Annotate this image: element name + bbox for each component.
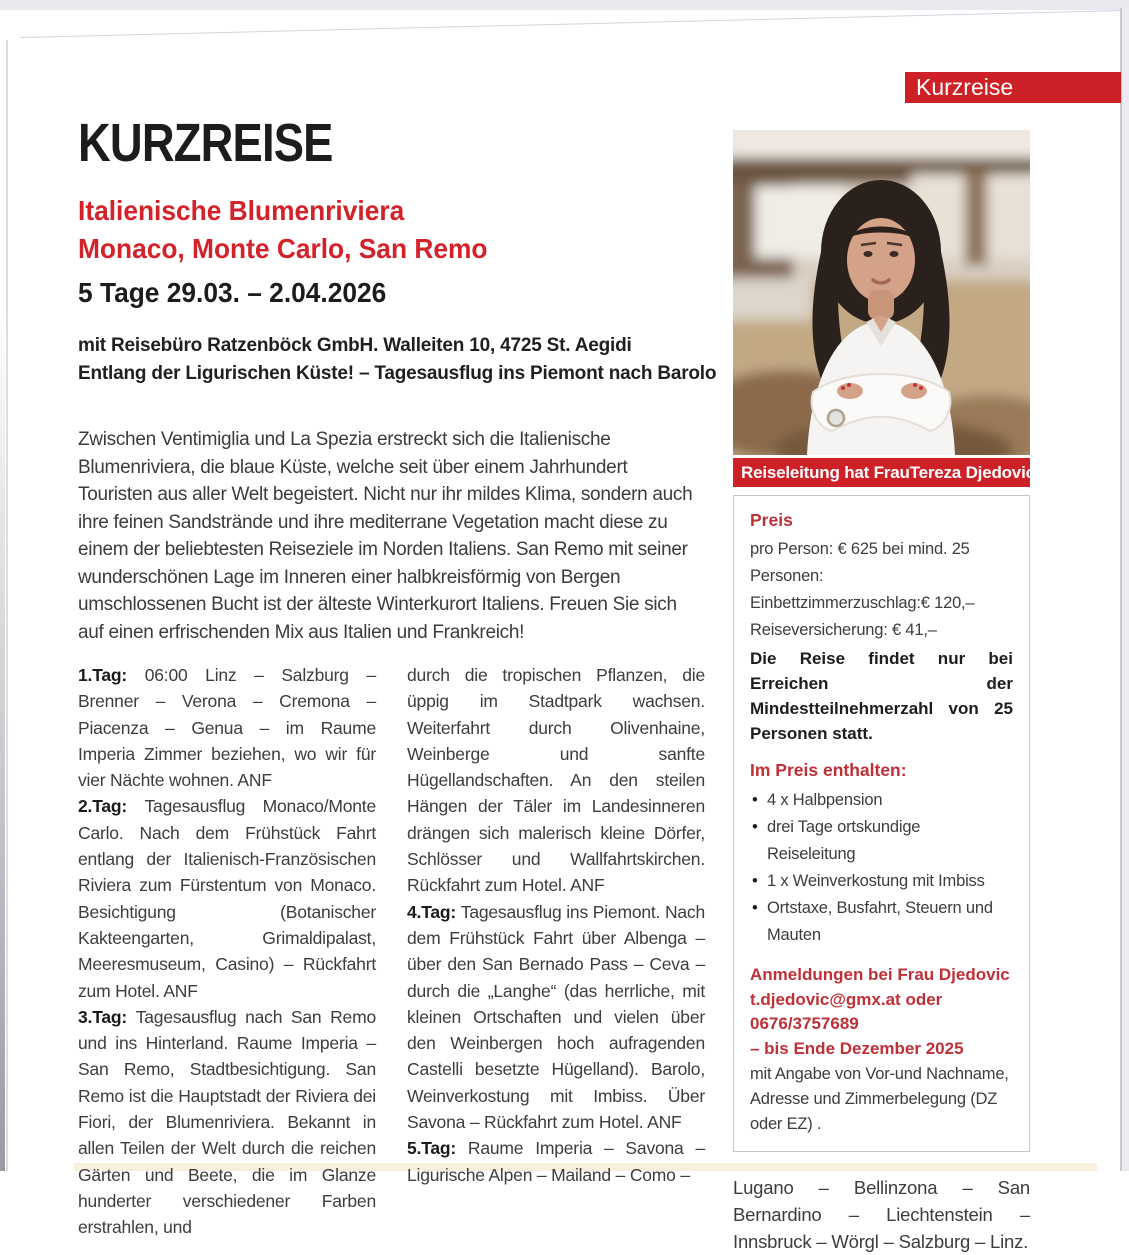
- day-text: durch die tropischen Pflanzen, die üppig im Stadtpark wachsen. Weiterfahrt durch Olivenhaine, Weinberge und sanfte Hügellandschaften. An den steilen Hängen der Täler im Landesinneren drängen sich malerisch kleine Dörfer, Schlösser und Wallfahrtskirchen. Rückfahrt zum Hotel. ANF: [407, 665, 705, 896]
- itinerary-column-left: [78, 662, 376, 1241]
- price-line: pro Person: € 625 bei mind. 25 Personen:: [750, 540, 970, 585]
- day-label: 1.Tag:: [78, 665, 128, 685]
- itinerary: [78, 662, 706, 1241]
- day-text: 06:00 Linz – Salzburg – Brenner – Verona – Cremona – Piacenza – Genua – im Raume Imperia Zimmer beziehen, wo wir für vier Nächte wohnen. ANF: [78, 665, 376, 791]
- included-item: • 4 x Halbpension: [750, 787, 1013, 814]
- itinerary-day: [407, 899, 705, 1136]
- itinerary-day: [78, 1004, 376, 1241]
- registration-line: t.djedovic@gmx.at oder: [750, 989, 943, 1009]
- day-label: 4.Tag:: [407, 901, 457, 922]
- operator-line: mit Reisebüro Ratzenböck GmbH. Walleiten 10, 4725 St. Aegidi: [78, 335, 632, 356]
- day-text: Tagesausflug nach San Remo und ins Hinterland. Raume Imperia – San Remo, Stadtbesichtigung. San Remo ist die Hauptstadt der Riviera dei Fiori, der Blumenriviera. Bekannt in allen Teilen der Welt durch die reichen Gärten und Beete, die im Glanze hunderter verschiedener Farben erstrahlen, und: [78, 1006, 376, 1238]
- page-right-edge: [1122, 8, 1129, 1171]
- included-heading: Im Preis enthalten:: [750, 760, 907, 780]
- page-outline-top: [20, 10, 1124, 38]
- price-line: Reiseversicherung: € 41,–: [750, 621, 937, 639]
- registration-line: – bis Ende Dezember 2025: [750, 1038, 964, 1058]
- itinerary-column-right: [407, 662, 705, 1241]
- minimum-participants-notice: Die Reise findet nur bei Erreichen der Mindestteilnehmerzahl von 25 Personen statt.: [750, 649, 1013, 743]
- route-line: Entlang der Ligurischen Küste! – Tagesausflug ins Piemont nach Barolo: [78, 363, 717, 384]
- page-right-edge-line: [1120, 8, 1122, 1171]
- itinerary-day: [78, 793, 376, 1003]
- route-continuation: Lugano – Bellinzona – San Bernardino – Liechtenstein – Innsbruck – Wörgl – Salzburg – Linz.: [733, 1177, 1030, 1252]
- registration-note: mit Angabe von Vor-und Nachname, Adresse und Zimmerbelegung (DZ oder EZ) .: [750, 1065, 1009, 1133]
- price-lines: [750, 536, 1013, 644]
- page-left-edge-line: [6, 40, 8, 1171]
- operator-info: [78, 332, 716, 388]
- registration-line: Anmeldungen bei Frau Djedovic: [750, 965, 1010, 984]
- page-left-edge-shadow: [0, 300, 5, 1171]
- day-label: 3.Tag:: [78, 1006, 128, 1027]
- day-text: Tagesausflug ins Piemont. Nach dem Frühstück Fahrt über Albenga – über den San Bernado Pass – Ceva – durch die „Langhe“ (das herrliche, mit kleinen Ortschaften und vielen über den Weinbergen hoch aufragenden Castelli besetzte Hügelland). Barolo, Weinverkostung mit Imbiss. Über Savona – Rückfahrt zum Hotel. ANF: [407, 901, 705, 1133]
- included-item: • 1 x Weinverkostung mit Imbiss: [750, 868, 1013, 895]
- trip-subtitle-line2: Monaco, Monte Carlo, San Remo: [78, 233, 488, 264]
- registration-line: 0676/3757689: [750, 1014, 859, 1033]
- itinerary-day: [407, 662, 705, 899]
- photo-caption: Reiseleitung hat FrauTereza Djedovic, BEd: [733, 458, 1030, 487]
- trip-dates: 5 Tage 29.03. – 2.04.2026: [78, 277, 387, 308]
- section-tab-kurzreise: [905, 72, 1121, 103]
- day-label: 2.Tag:: [78, 796, 128, 817]
- price-heading: Preis: [750, 510, 793, 530]
- included-item: • drei Tage ortskundige Reiseleitung: [750, 814, 1013, 868]
- sidebar: [733, 130, 1078, 1255]
- price-line: Einbettzimmerzuschlag:€ 120,–: [750, 594, 975, 612]
- day-text: Tagesausflug Monaco/Monte Carlo. Nach dem Frühstück Fahrt entlang der Italienisch-Französischen Riviera zum Fürstentum von Monaco. Besichtigung (Botanischer Kakteengarten, Grimaldipalast, Meeresmuseum, Casino) – Rückfahrt zum Hotel. ANF: [78, 796, 376, 1001]
- day-text: Raume Imperia – Savona – Ligurische Alpen – Mailand – Como –: [407, 1138, 705, 1185]
- portrait-figure: [807, 180, 955, 455]
- itinerary-day: [407, 1135, 705, 1188]
- itinerary-day: [78, 662, 376, 793]
- price-box: [733, 495, 1030, 1152]
- registration-info: [750, 963, 1013, 1061]
- tour-guide-photo: [733, 130, 1030, 455]
- day-label: 5.Tag:: [407, 1138, 457, 1159]
- trip-subtitle-line1: Italienische Blumenriviera: [78, 195, 405, 226]
- intro-paragraph: Zwischen Ventimiglia und La Spezia erstreckt sich die Italienische Blumenriviera, die blaue Küste, welche seit über einem Jahrhundert Touristen aus aller Welt begeistert. Nicht nur ihr mildes Klima, sondern auch ihre feinen Sandstrände und ihre mediterrane Vegetation macht diese zu einem der beliebtesten Reiseziele im Norden Italiens. San Remo mit seiner wunderschönen Lage im Inneren einer halbkreisförmig von Bergen umschlossenen Bucht ist der älteste Winterkurort Italiens. Freuen Sie sich auf einen erfrischenden Mix aus Italien und Frankreich!: [78, 429, 693, 643]
- page-title: KURZREISE: [78, 113, 333, 173]
- included-item: • Ortstaxe, Busfahrt, Steuern und Mauten: [750, 895, 1013, 949]
- section-tab-label: Kurzreise: [916, 74, 1014, 100]
- included-list: [750, 787, 1013, 949]
- trip-subtitle: [78, 192, 514, 268]
- page-top-edge: [0, 0, 1129, 10]
